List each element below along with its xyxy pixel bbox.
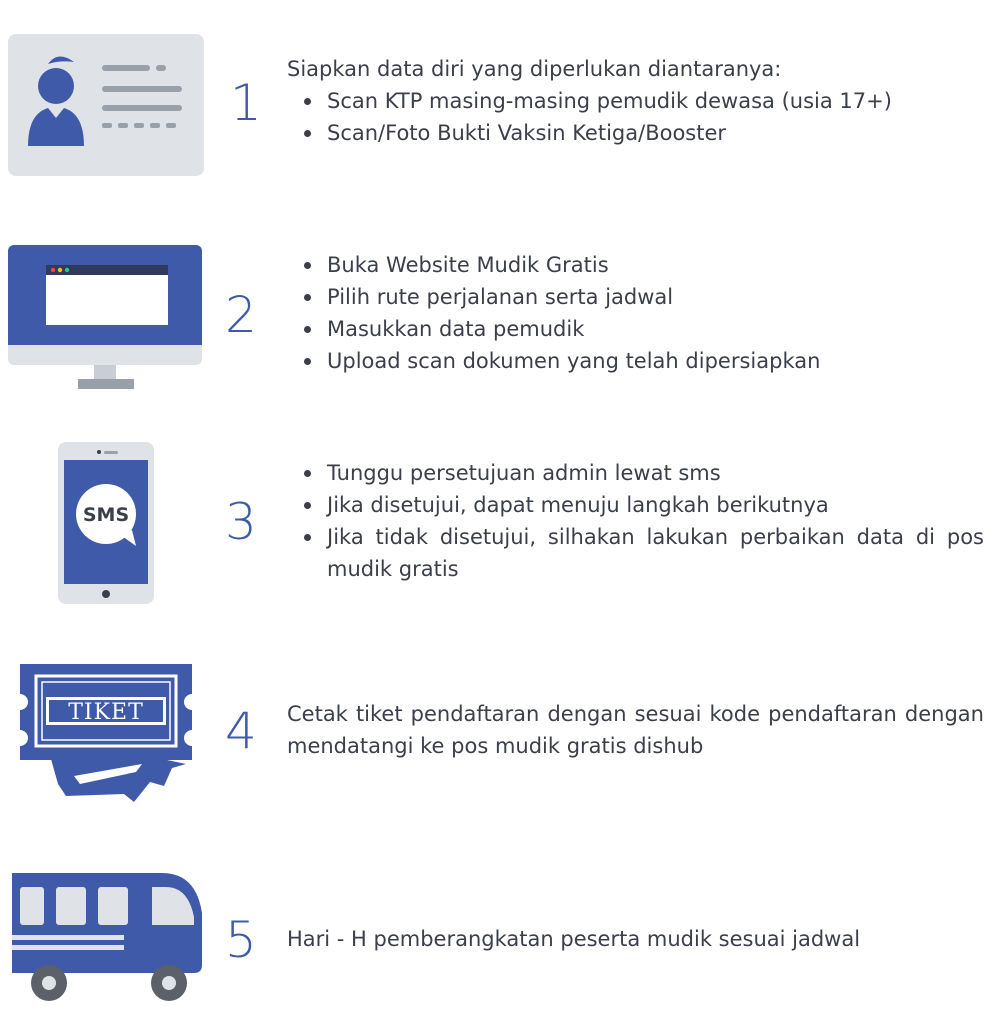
step-2-number: 2 [225,286,257,344]
step-3-number: 3 [225,493,257,551]
step-2-bullet: Masukkan data pemudik [287,313,977,345]
step-1-intro: Siapkan data diri yang diperlukan diantaranya: [287,57,782,81]
step-3-text [287,457,984,585]
step-1-number: 1 [230,74,262,132]
step-4-text: Cetak tiket pendaftaran dengan sesuai kode pendaftaran dengan mendatangi ke pos mudik gratis dishub [287,702,984,758]
step-1-bullet: Scan/Foto Bukti Vaksin Ketiga/Booster [287,117,977,149]
step-2-bullet: Buka Website Mudik Gratis [287,249,977,281]
step-2-bullet: Pilih rute perjalanan serta jadwal [287,281,977,313]
ticket-icon [14,664,198,810]
step-4-number: 4 [225,702,257,760]
step-2-text [287,249,977,377]
step-1-bullet: Scan KTP masing-masing pemudik dewasa (usia 17+) [287,85,977,117]
sms-label: SMS [82,504,130,526]
smartphone-sms-icon [58,442,154,608]
step-2-bullet: Upload scan dokumen yang telah dipersiapkan [287,345,977,377]
step-3-bullet: Jika tidak disetujui, silhakan lakukan perbaikan data di pos mudik gratis [287,521,984,585]
step-3-bullet: Jika disetujui, dapat menuju langkah berikutnya [287,489,984,521]
id-card-icon [8,34,204,180]
step-5-text: Hari - H pemberangkatan peserta mudik sesuai jadwal [287,927,861,951]
step-5-number: 5 [225,911,257,969]
monitor-icon [8,245,202,395]
step-1-text [287,53,977,149]
bus-icon [12,873,204,1013]
ticket-label: TIKET [68,700,144,725]
step-3-bullet: Tunggu persetujuan admin lewat sms [287,457,984,489]
